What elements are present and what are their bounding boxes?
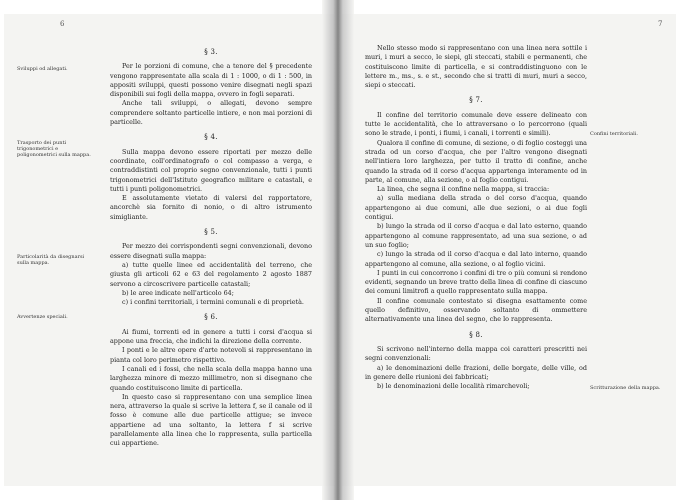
section-heading-7: § 7. (469, 96, 483, 105)
margin-note-confini: Confini territoriali. (590, 131, 638, 137)
section-heading-5: § 5. (204, 228, 218, 237)
list-item: c) i confini territoriali, i termini comunali e di proprietà. (122, 298, 304, 307)
list-item: b) le aree indicate nell'articolo 64; (122, 288, 234, 297)
paragraph: Anche tali sviluppi, o allegati, devono sempre comprendere soltanto particelle intiere, e non mai porzioni di particelle. (110, 99, 312, 127)
paragraph: I punti in cui concorrono i confini di tre o più comuni si rendono evidenti, segnando un breve tratto della linea di confine di ciascuno dei comuni limitrofi a quello rappresentato sulla mappa. (365, 268, 587, 296)
paragraph: I canali ed i fossi, che nella scala della mappa hanno una larghezza minore di mezzo millimetro, non si disegnano che quando costituiscono limite di particella. (110, 364, 312, 392)
page-number-right: 7 (658, 20, 663, 28)
list-item: a) tutte quelle linee ed accidentalità del terreno, che giusta gli articoli 62 e 63 del regolamento 2 agosto 1887 servono a circoscrivere particelle catastali; (110, 260, 312, 288)
right-body-text (365, 44, 587, 391)
margin-note-sviluppi: Sviluppi od allegati. (17, 66, 68, 72)
book-gutter (322, 0, 354, 500)
paragraph: In questo caso si rappresentano con una semplice linea nera, attraverso la quale si scrive la lettera f, se il canale od il fosso è comune alle due particelle attigue; se invece appartiene ad una soltanto, la lettera f si scrive parallelamente alla linea che lo rappresenta, sulla particella cui appartiene. (110, 392, 312, 448)
paragraph: Ai fiumi, torrenti ed in genere a tutti i corsi d'acqua si appone una freccia, che indichi la direzione della corrente. (110, 327, 312, 346)
paragraph: Si scrivono nell'interno della mappa coi caratteri prescritti nei segni convenzionali: (365, 344, 587, 363)
list-item: a) le denominazioni delle frazioni, delle borgate, delle ville, od in genere delle riunioni dei fabbricati; (365, 363, 587, 381)
section-heading-8: § 8. (469, 330, 483, 339)
left-body-text (110, 42, 312, 449)
margin-note-trasporto: Trasporto dei punti trigonometrici e poligonometrici sulla mappa. (17, 140, 91, 158)
margin-note-avvertenze: Avvertenze speciali. (17, 314, 68, 320)
section-heading-4: § 4. (204, 133, 218, 142)
paragraph: Per le porzioni di comune, che a tenore del § precedente vengono rappresentate alla scala di 1 : 1000, o di 1 : 500, in appositi sviluppi, questi possono venire disegnati negli spazi disponibili sui fogli della mappa, ovvero in fogli separati. (110, 62, 312, 99)
paragraph: Il confine comunale contestato si disegna esattamente come quello definitivo, osservando soltanto di ommettere alternativamente una linea del segno, che lo rappresenta. (365, 296, 587, 324)
paragraph: Il confine del territorio comunale deve essere delineato con tutte le accidentalità, che lo attraversano o lo percorrono (quali sono le strade, i ponti, i fiumi, i canali, i torrenti e simili). (365, 110, 587, 138)
margin-note-particolarita: Particolarità da disegnarsi sulla mappa. (17, 254, 85, 266)
paragraph: La linea, che segna il confine nella mappa, si traccia: (377, 185, 550, 194)
paragraph: I ponti e le altre opere d'arte notevoli si rappresentano in pianta col loro perimetro rispettivo. (110, 346, 312, 364)
paragraph: Nello stesso modo si rappresentano con una linea nera sottile i muri, i muri a secco, le siepi, gli steccati, stabili e permanenti, che costituiscono limite di particella, e si contraddistinguono con le lettere m., ms., s. e st., secondo che si tratti di muri, muri a secco, siepi o steccati. (365, 44, 587, 90)
paragraph: Sulla mappa devono essere riportati per mezzo delle coordinate, coll'ordinatografo o col compasso a verga, e contraddistinti col proprio segno convenzionale, tutti i punti trigonometrici dell'Istituto geografico militare e catastali, e tutti i punti poligonometrici. (110, 147, 312, 193)
paragraph: Qualora il confine di comune, di sezione, o di foglio costeggi una strada od un corso d'acqua, che per l'altro vengono disegnati nell'intiera loro larghezza, per tutto il tratto di confine, anche quando la strada od il corso d'acqua appartenga interamente od in parte, al comune, alla sezione, o al foglio contigui. (365, 138, 587, 184)
section-heading-6: § 6. (204, 313, 218, 322)
section-heading-3: § 3. (204, 48, 218, 56)
list-item: b) le denominazioni delle località rimarchevoli; (377, 382, 530, 391)
margin-note-scritturazione: Scritturazione della mappa. (590, 385, 661, 391)
list-item: c) lungo la strada od il corso d'acqua e dal lato interno, quando appartengono al comune, alla sezione, o al foglio vicini. (365, 250, 587, 268)
list-item: a) sulla mediana della strada o del corso d'acqua, quando appartengono ai due comuni, alle due sezioni, o ai due fogli contigui. (365, 194, 587, 222)
paragraph: E assolutamente vietato di valersi del rapportatore, ancorchè sia fornito di nonio, o di altro istrumento simigliante. (110, 194, 312, 221)
paragraph: Per mezzo dei corrispondenti segni convenzionali, devono essere disegnati sulla mappa: (110, 242, 312, 260)
page-number-left: 6 (60, 20, 65, 28)
list-item: b) lungo la strada od il corso d'acqua e dal lato esterno, quando appartengono al comune rappresentato, ad una sua sezione, o ad un suo foglio; (365, 222, 587, 249)
